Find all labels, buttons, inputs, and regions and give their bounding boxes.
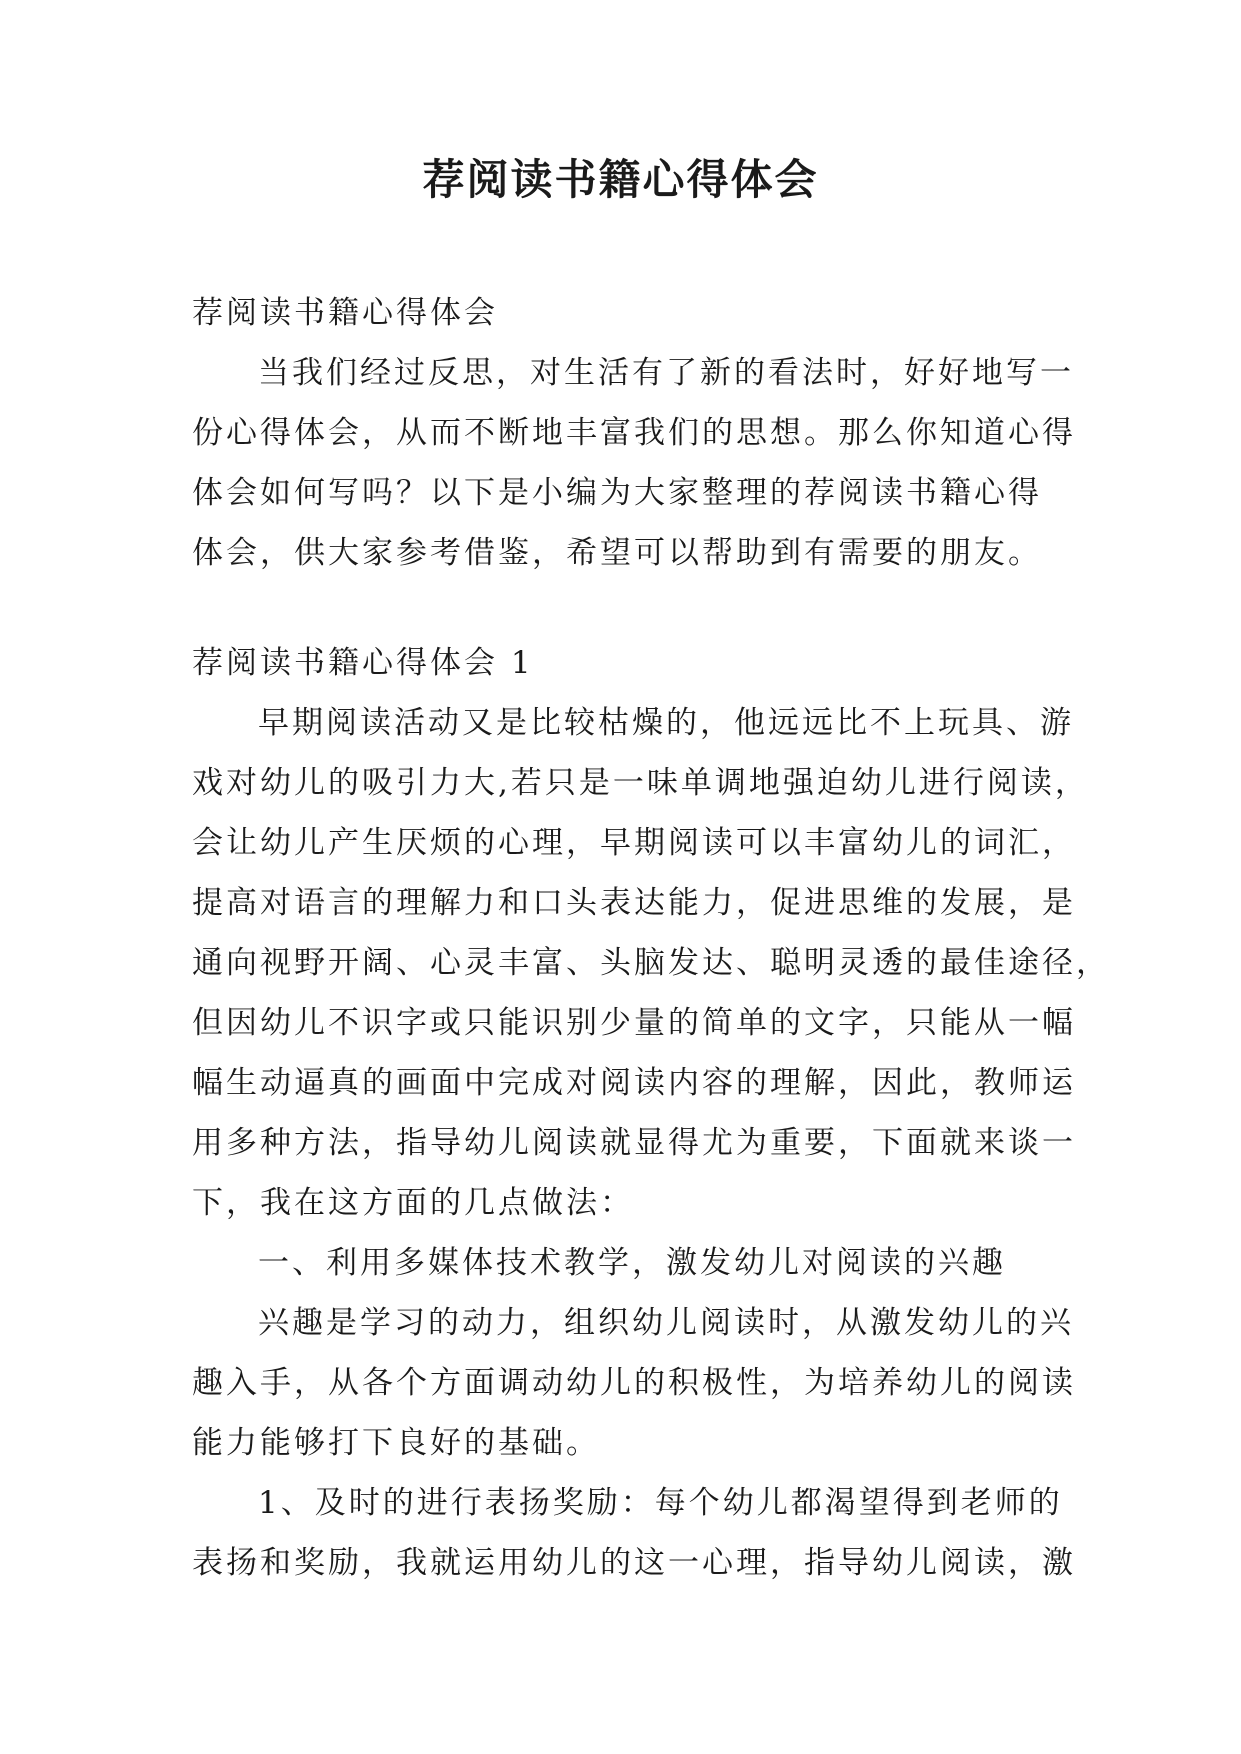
text-line: 表扬和奖励，我就运用幼儿的这一心理，指导幼儿阅读，激 [192, 1545, 1076, 1581]
text-line: 会让幼儿产生厌烦的心理，早期阅读可以丰富幼儿的词汇， [192, 825, 1076, 861]
text-line: 当我们经过反思，对生活有了新的看法时，好好地写一 [258, 355, 1074, 391]
text-line: 体会如何写吗？以下是小编为大家整理的荐阅读书籍心得 [192, 475, 1042, 511]
text-line: 能力能够打下良好的基础。 [192, 1425, 600, 1461]
text-line: 用多种方法，指导幼儿阅读就显得尤为重要，下面就来谈一 [192, 1125, 1076, 1161]
text-line: 提高对语言的理解力和口头表达能力，促进思维的发展，是 [192, 885, 1076, 921]
text-line: 荐阅读书籍心得体会 1 [192, 645, 534, 681]
text-line: 下，我在这方面的几点做法： [192, 1185, 634, 1221]
text-line: 1、及时的进行表扬奖励：每个幼儿都渴望得到老师的 [258, 1485, 1063, 1521]
text-line: 幅生动逼真的画面中完成对阅读内容的理解，因此，教师运 [192, 1065, 1076, 1101]
text-block [192, 633, 1110, 1593]
text-line: 戏对幼儿的吸引力大,若只是一味单调地强迫幼儿进行阅读， [192, 765, 1089, 801]
text-block [192, 283, 1076, 583]
text-line: 体会，供大家参考借鉴，希望可以帮助到有需要的朋友。 [192, 535, 1042, 571]
text-line: 但因幼儿不识字或只能识别少量的简单的文字，只能从一幅 [192, 1005, 1076, 1041]
document-title: 荐阅读书籍心得体会 [422, 155, 819, 204]
text-line: 份心得体会，从而不断地丰富我们的思想。那么你知道心得 [192, 415, 1076, 451]
text-line: 一、利用多媒体技术教学，激发幼儿对阅读的兴趣 [258, 1245, 1006, 1281]
text-line: 兴趣是学习的动力，组织幼儿阅读时，从激发幼儿的兴 [258, 1305, 1074, 1341]
text-line: 早期阅读活动又是比较枯燥的，他远远比不上玩具、游 [258, 705, 1074, 741]
text-line: 荐阅读书籍心得体会 [192, 295, 498, 331]
text-line: 趣入手，从各个方面调动幼儿的积极性，为培养幼儿的阅读 [192, 1365, 1076, 1401]
text-line: 通向视野开阔、心灵丰富、头脑发达、聪明灵透的最佳途径， [192, 945, 1110, 981]
